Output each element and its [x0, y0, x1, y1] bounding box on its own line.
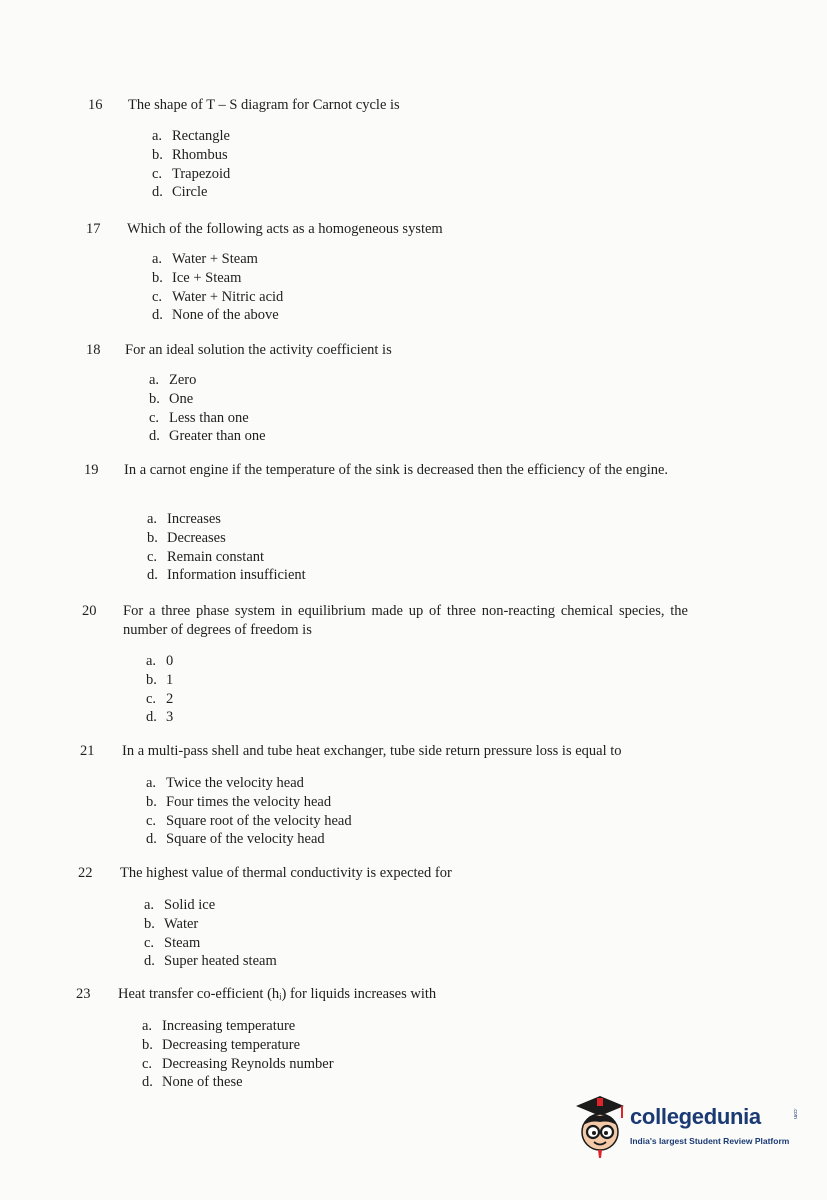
- option-b[interactable]: b. One: [149, 390, 194, 407]
- option-b[interactable]: b. Four times the velocity head: [146, 793, 332, 810]
- question-23: [76, 985, 696, 1095]
- question-text: The shape of T – S diagram for Carnot cycle is: [128, 97, 400, 113]
- question-text: Heat transfer co-efficient (hᵢ) for liquids increases with: [118, 986, 437, 1002]
- option-list: [149, 371, 266, 446]
- question-17: [86, 220, 706, 330]
- question-number: 18: [86, 342, 101, 358]
- option-d[interactable]: d. 3: [146, 709, 174, 726]
- question-text: Which of the following acts as a homogeneous system: [127, 221, 443, 237]
- option-b[interactable]: b. Rhombus: [152, 146, 228, 163]
- option-d[interactable]: d. Circle: [152, 184, 208, 201]
- question-19: [84, 461, 704, 591]
- option-list: [142, 1017, 334, 1092]
- option-c[interactable]: c. Trapezoid: [152, 165, 231, 182]
- option-d[interactable]: d. Greater than one: [149, 428, 266, 445]
- question-number: 22: [78, 865, 93, 881]
- option-c[interactable]: c. Remain constant: [147, 548, 265, 565]
- option-a[interactable]: a. 0: [146, 653, 174, 669]
- option-a[interactable]: a. Increases: [147, 511, 221, 527]
- option-b[interactable]: b. Water: [144, 915, 199, 932]
- option-list: [146, 774, 352, 849]
- option-a[interactable]: a. Increasing temperature: [142, 1018, 296, 1034]
- mascot-icon: [570, 1092, 628, 1164]
- question-16: [88, 96, 708, 206]
- option-a[interactable]: a. Solid ice: [144, 897, 216, 913]
- question-number: 19: [84, 462, 99, 478]
- question-22: [78, 864, 698, 974]
- question-number: 17: [86, 221, 101, 237]
- option-a[interactable]: a. Twice the velocity head: [146, 775, 304, 791]
- question-number: 23: [76, 986, 91, 1002]
- option-c[interactable]: c. Water + Nitric acid: [152, 288, 284, 305]
- option-c[interactable]: c. Square root of the velocity head: [146, 812, 352, 829]
- option-list: [147, 510, 306, 585]
- question-18: [86, 341, 706, 451]
- option-b[interactable]: b. 1: [146, 671, 174, 688]
- question-21: [80, 742, 700, 852]
- option-b[interactable]: b. Ice + Steam: [152, 269, 242, 286]
- option-c[interactable]: c. 2: [146, 690, 174, 707]
- brand-suffix: .com: [792, 1108, 798, 1119]
- option-b[interactable]: b. Decreases: [147, 529, 226, 546]
- option-c[interactable]: c. Decreasing Reynolds number: [142, 1055, 334, 1072]
- question-number: 21: [80, 743, 95, 759]
- option-d[interactable]: d. None of these: [142, 1074, 243, 1091]
- option-list: [152, 250, 283, 325]
- option-d[interactable]: d. Information insufficient: [147, 567, 306, 584]
- option-list: [144, 896, 277, 971]
- option-c[interactable]: c. Less than one: [149, 409, 249, 426]
- option-d[interactable]: d. Super heated steam: [144, 953, 277, 970]
- brand-tagline: India's largest Student Review Platform: [630, 1136, 790, 1146]
- option-a[interactable]: a. Zero: [149, 372, 197, 388]
- option-list: [152, 127, 230, 202]
- question-text: The highest value of thermal conductivity is expected for: [120, 865, 452, 881]
- option-a[interactable]: a. Rectangle: [152, 128, 230, 144]
- question-text: In a carnot engine if the temperature of the sink is decreased then the efficiency of the engine.: [124, 462, 669, 478]
- question-number: 16: [88, 97, 103, 113]
- option-a[interactable]: a. Water + Steam: [152, 251, 258, 267]
- collegedunia-logo[interactable]: [570, 1092, 800, 1162]
- question-20: [82, 602, 702, 732]
- option-d[interactable]: d. None of the above: [152, 307, 279, 324]
- question-number: 20: [82, 603, 97, 619]
- question-text: For a three phase system in equilibrium made up of three non-reacting chemical species, the number of degrees of freedom is: [123, 603, 688, 638]
- option-b[interactable]: b. Decreasing temperature: [142, 1036, 301, 1053]
- question-text: For an ideal solution the activity coefficient is: [125, 342, 392, 358]
- option-c[interactable]: c. Steam: [144, 934, 201, 951]
- option-d[interactable]: d. Square of the velocity head: [146, 831, 325, 848]
- option-list: [146, 652, 173, 727]
- question-text: In a multi-pass shell and tube heat exchanger, tube side return pressure loss is equal to: [122, 743, 622, 759]
- brand-name: collegedunia: [630, 1104, 761, 1129]
